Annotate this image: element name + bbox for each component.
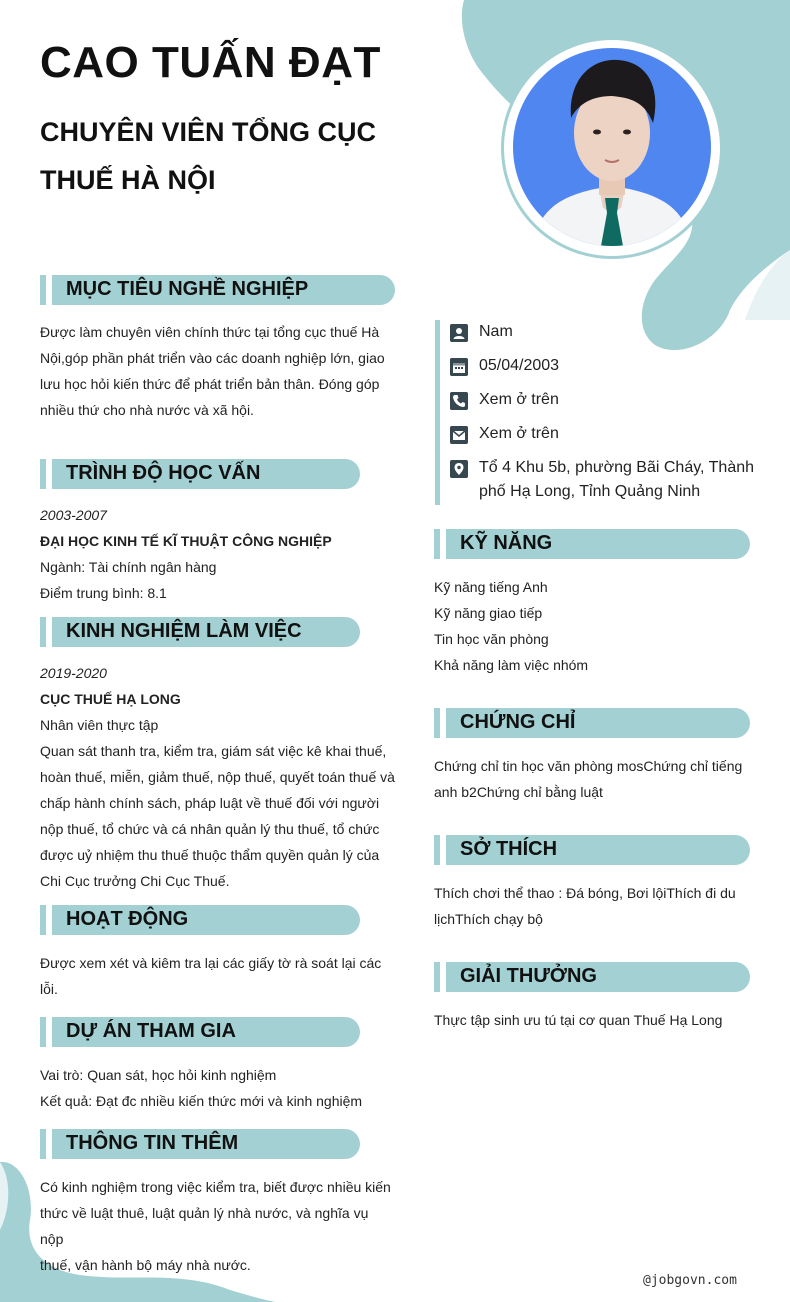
experience-line: Chi Cục trưởng Chi Cục Thuế. (40, 873, 230, 889)
more-info-text (40, 1174, 395, 1278)
section-activities-title: HOẠT ĐỘNG (66, 908, 189, 930)
section-objective-title: MỤC TIÊU NGHỀ NGHIỆP (66, 278, 309, 300)
objective-line: lưu học hỏi kiến thức để phát triển bản thân. Đóng góp (40, 376, 380, 392)
section-certificates-heading (434, 708, 750, 738)
job-title (40, 108, 400, 204)
contact-address-line-2: phố Hạ Long, Tỉnh Quảng Ninh (479, 483, 701, 500)
experience-line: chấp hành chính sách, pháp luật về thuế đối với người (40, 795, 380, 811)
section-experience-heading (40, 617, 360, 647)
person-icon (450, 324, 468, 342)
section-activities-heading (40, 905, 360, 935)
section-hobbies-title: SỞ THÍCH (460, 838, 558, 860)
education-school: ĐẠI HỌC KINH TẾ KĨ THUẬT CÔNG NGHIỆP (40, 533, 332, 549)
avatar (513, 48, 711, 246)
activities-text (40, 950, 395, 1002)
experience-block (40, 660, 395, 894)
section-objective-heading (40, 275, 395, 305)
hobbies-line: lịchThích chạy bộ (434, 911, 543, 927)
job-title-line-2: THUẾ HÀ NỘI (40, 165, 216, 195)
contact-phone: Xem ở trên (479, 391, 559, 408)
projects-result: Kết quả: Đạt đc nhiều kiến thức mới và kinh nghiệm (40, 1093, 363, 1109)
awards-text (434, 1007, 750, 1033)
experience-company: CỤC THUẾ HẠ LONG (40, 691, 181, 707)
skill-item: Khả năng làm việc nhóm (434, 657, 589, 673)
education-gpa: Điểm trung bình: 8.1 (40, 585, 167, 601)
footer-watermark: @jobgovn.com (643, 1273, 737, 1288)
activities-line: Được xem xét và kiêm tra lại các giấy tờ rà soát lại các (40, 955, 382, 971)
more-info-line: Có kinh nghiệm trong việc kiểm tra, biết được nhiều kiến (40, 1179, 391, 1195)
avatar-illustration (513, 48, 711, 246)
section-projects-heading (40, 1017, 360, 1047)
objective-text (40, 319, 395, 423)
activities-line: lỗi. (40, 981, 58, 997)
hobbies-text (434, 880, 750, 932)
section-certificates-title: CHỨNG CHỈ (460, 711, 576, 733)
section-experience-title: KINH NGHIỆM LÀM VIỆC (66, 620, 302, 642)
skills-list (434, 574, 750, 678)
experience-line: hoàn thuế, miễn, giảm thuế, nộp thuế, quyết toán thuế và (40, 769, 395, 785)
section-hobbies-heading (434, 835, 750, 865)
more-info-line: thức về luật thuê, luật quản lý nhà nước, và nghĩa vụ nộp (40, 1205, 369, 1247)
experience-position: Nhân viên thực tập (40, 717, 159, 733)
awards-line: Thực tập sinh ưu tú tại cơ quan Thuế Hạ Long (434, 1012, 723, 1028)
certificates-text (434, 753, 750, 805)
contact-dob: 05/04/2003 (479, 357, 560, 374)
location-pin-icon (450, 460, 468, 478)
section-projects-title: DỰ ÁN THAM GIA (66, 1020, 236, 1042)
certificates-line: anh b2Chứng chỉ bằng luật (434, 784, 603, 800)
experience-description (40, 738, 395, 894)
more-info-line: thuế, vận hành bộ máy nhà nước. (40, 1257, 251, 1273)
section-awards-heading (434, 962, 750, 992)
projects-role: Vai trò: Quan sát, học hỏi kinh nghiệm (40, 1067, 277, 1083)
job-title-line-1: CHUYÊN VIÊN TỔNG CỤC (40, 117, 377, 147)
objective-line: Được làm chuyên viên chính thức tại tổng cục thuế Hà (40, 324, 380, 340)
section-awards-title: GIẢI THƯỞNG (460, 965, 597, 987)
section-education-heading (40, 459, 360, 489)
contact-address-line-1: Tổ 4 Khu 5b, phường Bãi Cháy, Thành (479, 459, 755, 476)
experience-line: nộp thuế, tổ chức và cá nhân quản lý thu thuế, tổ chức (40, 821, 380, 837)
skill-item: Tin học văn phòng (434, 631, 549, 647)
contact-block (435, 320, 768, 505)
skill-item: Kỹ năng giao tiếp (434, 605, 543, 621)
hobbies-line: Thích chơi thể thao : Đá bóng, Bơi lộiThích đi du (434, 885, 736, 901)
experience-period: 2019-2020 (40, 665, 107, 681)
section-more-info-title: THÔNG TIN THÊM (66, 1132, 239, 1154)
contact-email: Xem ở trên (479, 425, 559, 442)
certificates-line: Chứng chỉ tin học văn phòng mosChứng chỉ tiếng (434, 758, 743, 774)
experience-line: được uỷ nhiệm thu thuế thuộc thẩm quyền quản lý của (40, 847, 380, 863)
objective-line: Nội,góp phần phát triển vào các doanh nghiệp lớn, giao (40, 350, 385, 366)
projects-block (40, 1062, 395, 1114)
contact-address (479, 456, 759, 504)
section-skills-title: KỸ NĂNG (460, 532, 553, 554)
experience-line: Quan sát thanh tra, kiểm tra, giám sát việc kê khai thuế, (40, 743, 387, 759)
skill-item: Kỹ năng tiếng Anh (434, 579, 548, 595)
phone-icon (450, 392, 468, 410)
contact-gender: Nam (479, 323, 513, 340)
candidate-name: CAO TUẤN ĐẠT (40, 38, 381, 87)
education-major: Ngành: Tài chính ngân hàng (40, 559, 217, 575)
section-more-info-heading (40, 1129, 360, 1159)
section-education-title: TRÌNH ĐỘ HỌC VẤN (66, 462, 261, 484)
education-period: 2003-2007 (40, 507, 107, 523)
education-block (40, 502, 395, 606)
objective-line: nhiều thứ cho nhà nước và xã hội. (40, 402, 254, 418)
calendar-icon (450, 358, 468, 376)
section-skills-heading (434, 529, 750, 559)
mail-icon (450, 426, 468, 444)
